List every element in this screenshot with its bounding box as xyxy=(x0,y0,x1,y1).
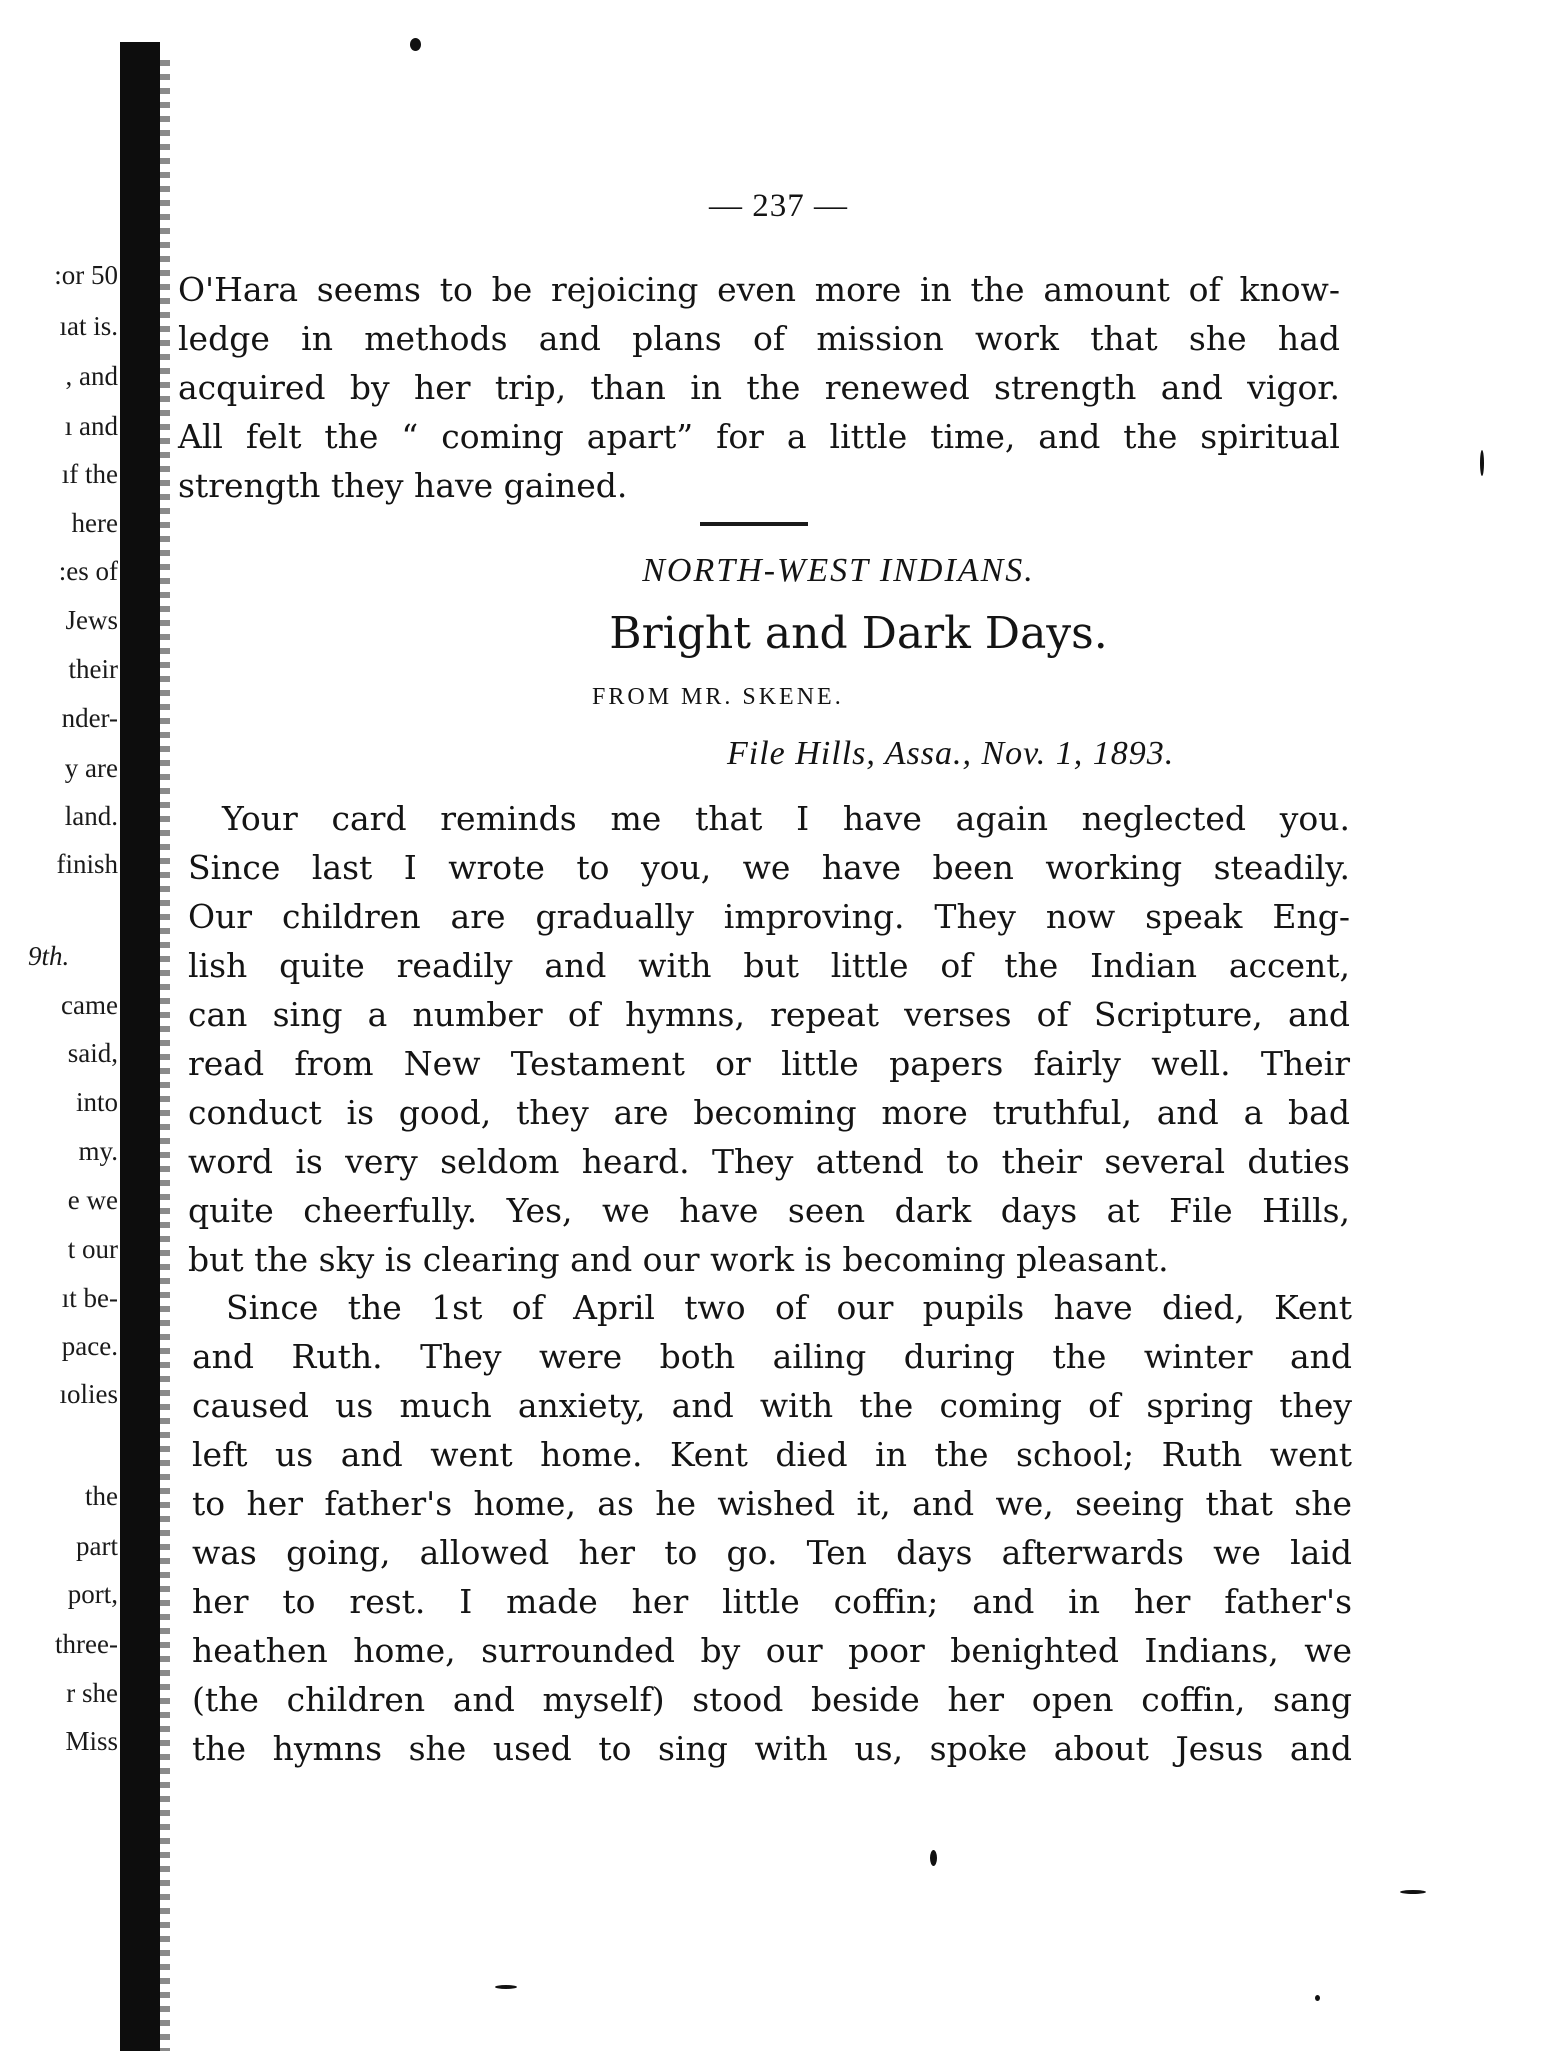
text-line: Our children are gradually improving. They now speak Eng- xyxy=(188,897,1350,936)
text-line: Since last I wrote to you, we have been working steadily. xyxy=(188,848,1350,887)
section-heading: NORTH-WEST INDIANS. xyxy=(642,552,1035,589)
text-line: the hymns she used to sing with us, spoke about Jesus and xyxy=(192,1729,1352,1768)
facing-page-fragment: pace. xyxy=(61,1331,118,1361)
facing-page-fragment: said, xyxy=(67,1038,118,1068)
byline: FROM MR. SKENE. xyxy=(592,684,844,710)
opening-paragraph xyxy=(178,265,1340,510)
text-line: lish quite readily and with but little of the Indian accent, xyxy=(188,946,1350,985)
facing-page-fragment: came xyxy=(61,990,118,1020)
facing-page-fragment: :or 50 xyxy=(54,260,118,290)
facing-page-fragment: , and xyxy=(65,361,118,391)
binding-edge-shadow xyxy=(160,60,170,2051)
facing-page-fragment: Miss xyxy=(65,1726,118,1756)
facing-page-fragment: three- xyxy=(55,1629,118,1659)
text-line: All felt the “ coming apart” for a little time, and the spiritual xyxy=(178,417,1340,456)
text-line: left us and went home. Kent died in the school; Ruth went xyxy=(192,1435,1352,1474)
text-line: strength they have gained. xyxy=(178,466,628,505)
text-line: her to rest. I made her little coffin; and in her father's xyxy=(192,1582,1352,1621)
facing-page-fragment: finish xyxy=(56,849,118,879)
text-line: acquired by her trip, than in the renewed strength and vigor. xyxy=(178,368,1340,407)
article-title: Bright and Dark Days. xyxy=(609,608,1108,659)
page-number: — 237 — xyxy=(709,188,848,224)
facing-page-fragment: :es of xyxy=(58,556,118,586)
text-line: O'Hara seems to be rejoicing even more in the amount of know- xyxy=(178,270,1340,309)
facing-page-fragment: part xyxy=(76,1531,118,1561)
scan-speck xyxy=(495,1985,517,1989)
facing-page-fragment: port, xyxy=(67,1579,118,1609)
text-line: can sing a number of hymns, repeat verses of Scripture, and xyxy=(188,995,1350,1034)
facing-page-fragments xyxy=(0,0,118,2051)
facing-page-fragment: ıf the xyxy=(61,459,118,489)
text-line: caused us much anxiety, and with the coming of spring they xyxy=(192,1386,1352,1425)
text-line: and Ruth. They were both ailing during the winter and xyxy=(192,1337,1352,1376)
facing-page-fragment: the xyxy=(85,1481,118,1511)
facing-page-fragment: my. xyxy=(78,1136,118,1166)
facing-page-fragment: their xyxy=(68,654,118,684)
facing-page-fragment: here xyxy=(71,508,118,538)
text-line: Your card reminds me that I have again neglected you. xyxy=(222,799,1350,838)
text-line: (the children and myself) stood beside her open coffin, sang xyxy=(192,1680,1352,1719)
facing-page-fragment: Jews xyxy=(65,605,118,635)
facing-page-fragment: ıt be- xyxy=(61,1283,118,1313)
facing-page-fragment: r she xyxy=(66,1678,118,1708)
facing-page-fragment: land. xyxy=(64,801,118,831)
scan-speck xyxy=(1315,1995,1320,2001)
facing-page-fragment: y are xyxy=(64,753,118,783)
scan-speck xyxy=(1480,450,1484,476)
facing-page-fragment: t our xyxy=(67,1234,118,1264)
text-line: word is very seldom heard. They attend to their several duties xyxy=(188,1142,1350,1181)
facing-page-fragment: ıolies xyxy=(59,1379,118,1409)
letter-paragraph-1 xyxy=(188,794,1350,1284)
facing-page-fragment: ı and xyxy=(64,411,118,441)
facing-page-fragment: ıat is. xyxy=(59,311,118,341)
text-line: ledge in methods and plans of mission work that she had xyxy=(178,319,1340,358)
text-line: quite cheerfully. Yes, we have seen dark days at File Hills, xyxy=(188,1191,1350,1230)
text-line: conduct is good, they are becoming more truthful, and a bad xyxy=(188,1093,1350,1132)
facing-page-fragment: e we xyxy=(67,1185,118,1215)
letter-paragraph-2 xyxy=(192,1283,1352,1773)
text-line: Since the 1st of April two of our pupils have died, Kent xyxy=(226,1288,1352,1327)
text-line: but the sky is clearing and our work is becoming pleasant. xyxy=(188,1240,1169,1279)
page-binding-strip xyxy=(120,42,160,2051)
text-line: to her father's home, as he wished it, and we, seeing that she xyxy=(192,1484,1352,1523)
facing-page-fragment: nder- xyxy=(61,703,118,733)
facing-page-fragment: 9th. xyxy=(28,941,70,971)
dateline: File Hills, Assa., Nov. 1, 1893. xyxy=(727,735,1175,772)
facing-page-fragment: into xyxy=(75,1087,118,1117)
text-line: read from New Testament or little papers fairly well. Their xyxy=(188,1044,1350,1083)
text-line: heathen home, surrounded by our poor benighted Indians, we xyxy=(192,1631,1352,1670)
section-divider-rule xyxy=(700,522,808,526)
text-line: was going, allowed her to go. Ten days afterwards we laid xyxy=(192,1533,1352,1572)
scan-speck xyxy=(930,1850,937,1866)
scan-speck xyxy=(1400,1890,1426,1894)
scan-speck xyxy=(410,38,421,51)
